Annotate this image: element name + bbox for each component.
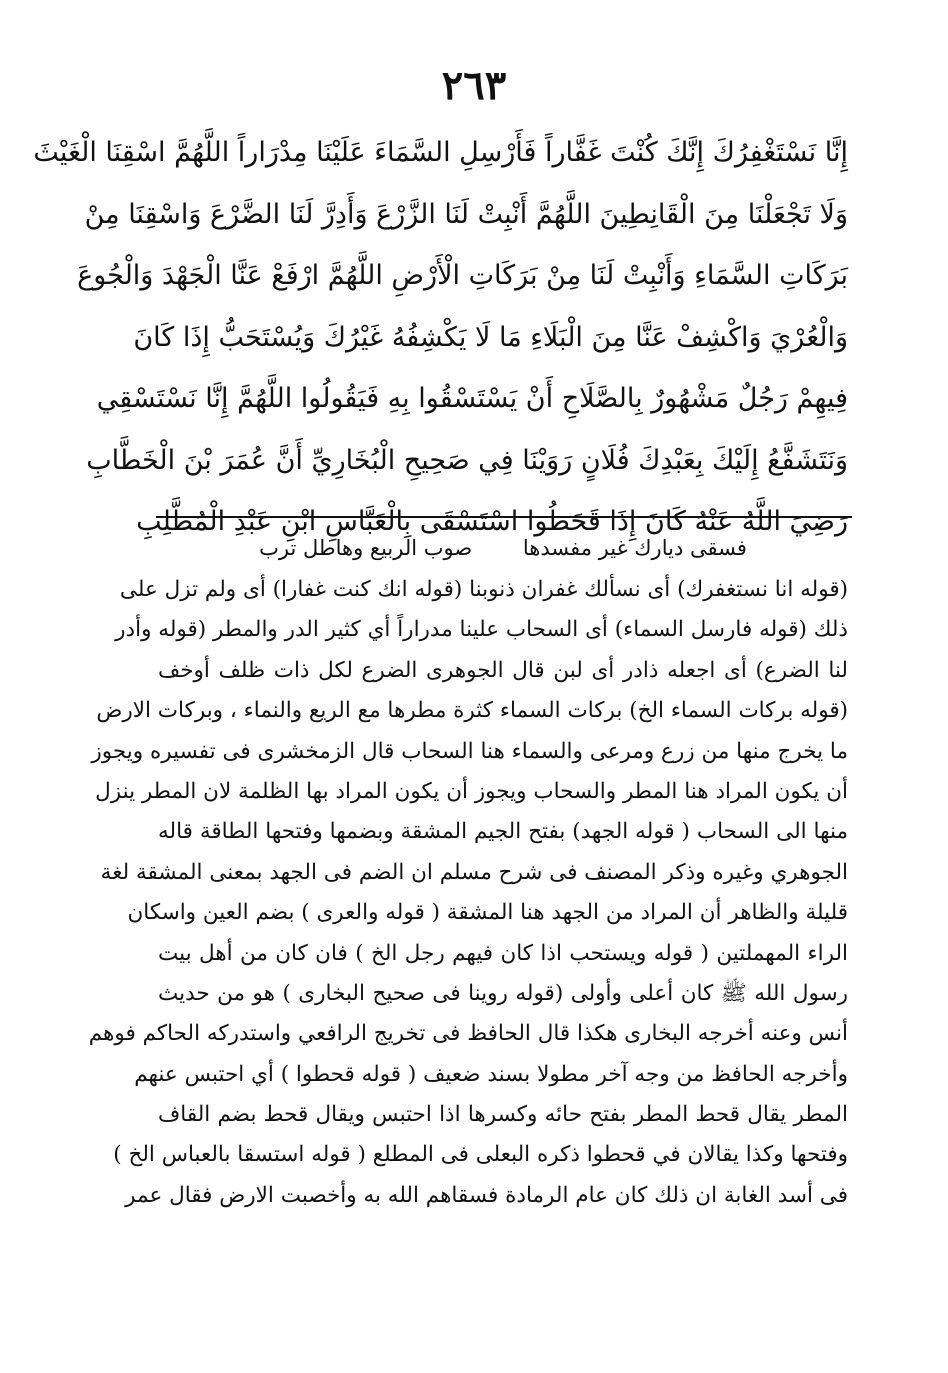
- commentary-line: ذلك (قوله فارسل السماء) أى السحاب علينا مدراراً أي كثير الدر والمطر (قوله وأدر: [115, 617, 848, 643]
- verse-first-hemistich: فسقى ديارك غير مفسدها: [522, 536, 747, 560]
- main-text-line: رَضِيَ اللَّهُ عَنْهُ كَانَ إِذَا قَحَطُوا اسْتَسْقَى بِالْعَبَّاسِ ابْنِ عَبْدِ الْمُطَّلِبِ: [136, 506, 848, 537]
- verse-second-hemistich: صوب الربيع وهاطل ترب: [259, 536, 473, 560]
- main-text-line: فِيهِمْ رَجُلٌ مَشْهُورٌ بِالصَّلَاحِ أَنْ يَسْتَسْقُوا بِهِ فَيَقُولُوا اللَّهُمَّ إِنَّا نَسْتَسْقِي: [96, 383, 848, 414]
- commentary-line: (قوله انا نستغفرك) أى نسألك غفران ذنوبنا (قوله انك كنت غفارا) أى ولم تزل على: [119, 577, 848, 602]
- main-text-line: بَرَكَاتِ السَّمَاءِ وَأَنْبِتْ لَنَا مِنْ بَرَكَاتِ الْأَرْضِ اللَّهُمَّ ارْفَعْ عَنَّا الْجَهْدَ وَالْجُوعَ: [77, 260, 848, 291]
- commentary-line: الراء المهملتين ( قوله ويستحب اذا كان فيهم رجل الخ ) فان كان من أهل بيت: [158, 940, 848, 966]
- commentary-line: قليلة والظاهر أن المراد من الجهد هنا المشقة ( قوله والعرى ) بضم العين واسكان: [127, 900, 848, 926]
- main-text-line: إِنَّا نَسْتَغْفِرُكَ إِنَّكَ كُنْتَ غَفَّاراً فَأَرْسِلِ السَّمَاءَ عَلَيْنَا مِدْرَاراً اللَّهُمَّ اسْقِنَا الْغَيْثَ: [33, 137, 848, 168]
- section-divider: [156, 516, 852, 518]
- commentary-block: [88, 570, 848, 1216]
- commentary-line: المطر يقال قحط المطر بفتح حائه وكسرها اذا احتبس ويقال قحط بضم القاف: [158, 1102, 848, 1128]
- main-text-line: وَنَتَشَفَّعُ إِلَيْكَ بِعَبْدِكَ فُلَانٍ رَوَيْنَا فِي صَحِيحِ الْبُخَارِيِّ أَنَّ عُمَرَ بْنَ الْخَطَّابِ: [86, 444, 848, 476]
- commentary-line: لنا الضرع) أى اجعله ذادر أى لبن قال الجوهرى الضرع لكل ذات ظلف أوخف: [158, 657, 848, 683]
- main-text-block: [33, 122, 848, 553]
- page-number: ٢٦٣: [441, 62, 507, 109]
- commentary-line: أن يكون المراد هنا المطر والسحاب ويجوز أن يكون المراد بها الظلمة لان المطر ينزل: [95, 778, 848, 804]
- main-text-line: وَلَا تَجْعَلْنَا مِنَ الْقَانِطِينَ اللَّهُمَّ أَنْبِتْ لَنَا الزَّرْعَ وَأَدِرَّ لَنَا الضَّرْعَ وَاسْقِنَا مِنْ: [84, 198, 848, 230]
- commentary-line: وأخرجه الحافظ من وجه آخر مطولا بسند ضعيف ( قوله قحطوا ) أي احتبس عنهم: [134, 1061, 848, 1087]
- commentary-line: وفتحها وكذا يقالان في قحطوا ذكره البعلى فى المطلع ( قوله استسقا بالعباس الخ ): [113, 1142, 848, 1168]
- commentary-line: رسول الله ﷺ كان أعلى وأولى (قوله روينا فى صحيح البخارى ) هو من حديث: [158, 980, 848, 1006]
- commentary-line: منها الى السحاب ( قوله الجهد) بفتح الجيم المشقة وبضمها وفتحها الطاقة قاله: [158, 819, 848, 845]
- verse-line: [158, 530, 848, 566]
- commentary-line: ما يخرج منها من زرع ومرعى والسماء هنا السحاب قال الزمخشرى فى تفسيره ويجوز: [91, 738, 848, 764]
- main-text-line: وَالْعُرْيَ وَاكْشِفْ عَنَّا مِنَ الْبَلَاءِ مَا لَا يَكْشِفُهُ غَيْرُكَ وَيُسْتَحَبُّ إِذَا كَانَ: [133, 321, 848, 353]
- commentary-line: فى أسد الغابة ان ذلك كان عام الرمادة فسقاهم الله به وأخصبت الارض فقال عمر: [125, 1182, 848, 1208]
- commentary-line: الجوهري وغيره وذكر المصنف فى شرح مسلم ان الضم فى الجهد بمعنى المشقة لغة: [100, 859, 848, 885]
- commentary-line: (قوله بركات السماء الخ) بركات السماء كثرة مطرها مع الريع والنماء ، وبركات الارض: [96, 698, 848, 724]
- commentary-line: أنس وعنه أخرجه البخارى هكذا قال الحافظ فى تخريج الرافعي واستدركه الحاكم فوهم: [88, 1021, 848, 1047]
